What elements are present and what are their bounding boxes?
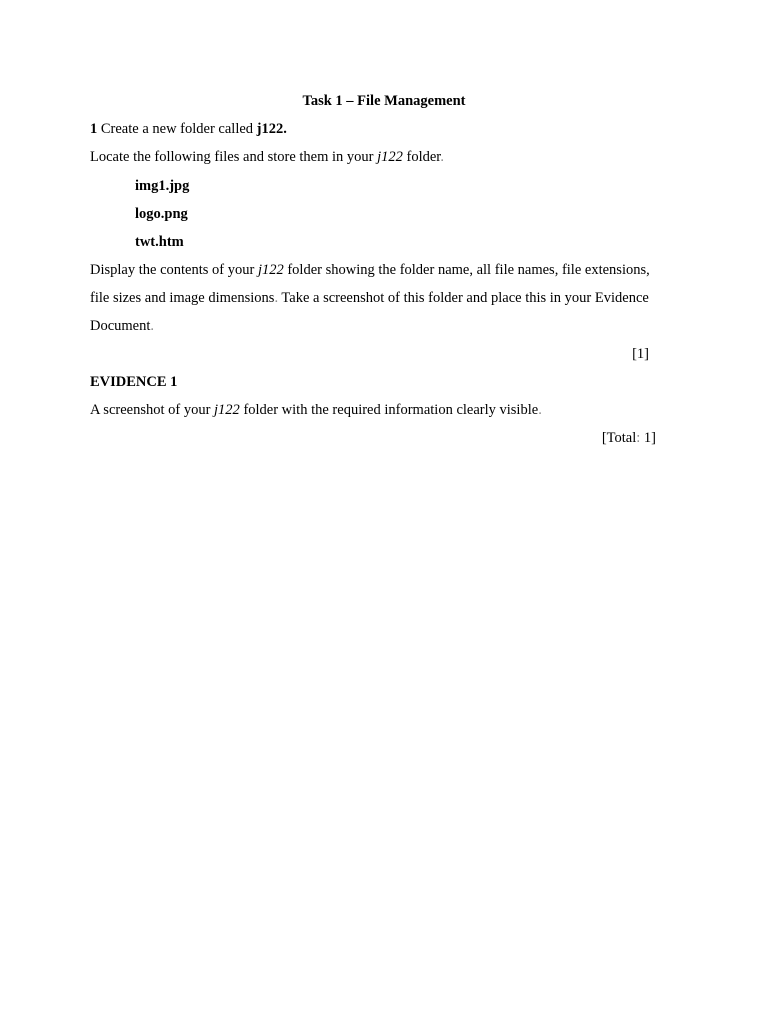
evidence-folder-name: j122 [214,402,240,418]
task-title: Task 1 – File Management [302,93,466,109]
display-line-2-period: . [274,290,279,306]
locate-text-before: Locate the following files and store them in your [90,149,378,165]
evidence-text-before: A screenshot of your [90,402,215,418]
question-number: 1 [90,121,98,137]
folder-name: j122. [256,121,287,137]
evidence-period: . [538,402,542,418]
display-line-3-text: Document [90,318,151,334]
total-colon: : [636,430,641,446]
evidence-heading: EVIDENCE 1 [90,374,178,390]
display-text-after: folder showing the folder name, all file names, file extensions, [283,262,650,278]
file-item-logo: logo.png [135,206,188,222]
evidence-description [90,401,542,419]
locate-files-instruction [90,148,444,166]
locate-folder-name: j122 [377,149,403,165]
display-instruction-line-1 [90,261,650,279]
total-after: 1] [640,430,656,446]
marks-label: [1] [632,346,649,362]
display-line-3-period: . [150,318,155,334]
locate-text-after: folder [402,149,441,165]
display-text-before: Display the contents of your [90,262,258,278]
file-item-twt: twt.htm [135,234,184,250]
display-line-2-before: file sizes and image dimensions [90,290,275,306]
display-folder-name: j122 [257,262,284,278]
display-line-2-after: Take a screenshot of this folder and place this in your Evidence [278,290,649,306]
total-marks [540,429,656,447]
total-before: [Total [601,430,637,446]
locate-period: . [440,149,444,165]
question-1-text: Create a new folder called [97,121,257,137]
question-1-instruction [90,120,287,138]
file-item-img1: img1.jpg [135,178,190,194]
display-instruction-line-3 [90,317,154,335]
evidence-text-after: folder with the required information clearly visible [239,402,539,418]
display-instruction-line-2 [90,289,649,307]
